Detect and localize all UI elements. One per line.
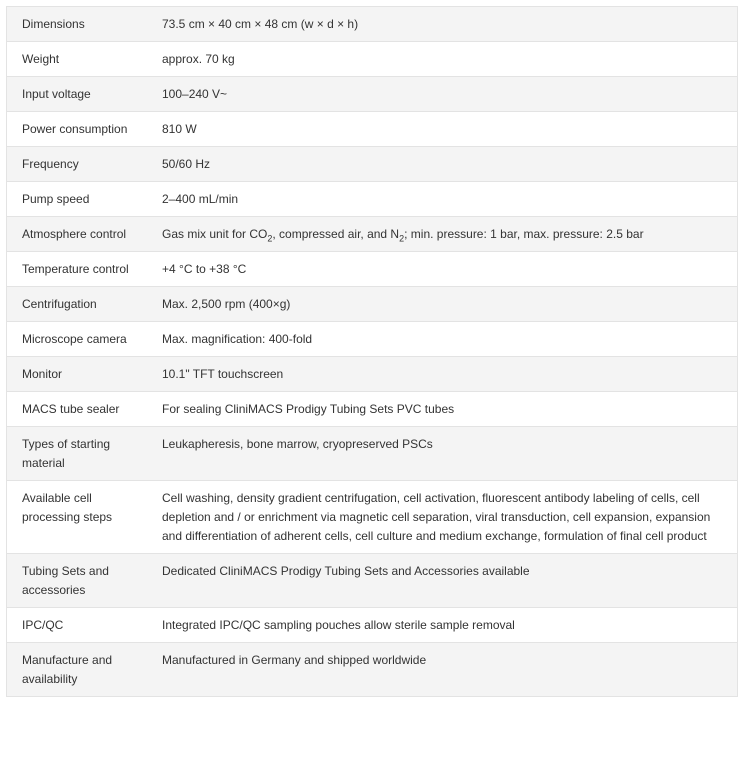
table-row [7,7,737,42]
spec-value: 10.1" TFT touchscreen [141,357,737,392]
subscript: 2 [267,233,273,244]
spec-value: Max. 2,500 rpm (400×g) [141,287,737,322]
table-row [7,357,737,392]
table-row [7,42,737,77]
spec-label: Available cell processing steps [7,481,141,554]
table-row [7,112,737,147]
spec-label: Dimensions [7,7,141,42]
table-row [7,252,737,287]
table-row [7,287,737,322]
spec-value: Dedicated CliniMACS Prodigy Tubing Sets and Accessories available [141,554,737,608]
spec-value: 2–400 mL/min [141,182,737,217]
spec-label: Monitor [7,357,141,392]
spec-value-text: , compressed air, and N [272,227,400,241]
specifications-table [7,7,737,697]
spec-value: 810 W [141,112,737,147]
spec-value: 73.5 cm × 40 cm × 48 cm (w × d × h) [141,7,737,42]
spec-value: Max. magnification: 400-fold [141,322,737,357]
spec-value: Cell washing, density gradient centrifugation, cell activation, fluorescent antibody labeling of cells, cell depletion and / or enrichment via magnetic cell separation, viral transduction, cell expansion, expansion and differentiation of adherent cells, cell culture and medium exchange, formulation of final cell product [141,481,737,554]
table-row [7,322,737,357]
spec-value: Manufactured in Germany and shipped worldwide [141,643,737,697]
spec-label: Types of starting material [7,427,141,481]
table-row [7,554,737,608]
spec-label: Atmosphere control [7,217,141,252]
spec-label: Pump speed [7,182,141,217]
spec-value: 100–240 V~ [141,77,737,112]
spec-label: Tubing Sets and accessories [7,554,141,608]
table-row [7,77,737,112]
subscript: 2 [399,233,405,244]
spec-label: Microscope camera [7,322,141,357]
table-row [7,427,737,481]
table-row [7,182,737,217]
spec-label: Input voltage [7,77,141,112]
spec-value-text: Gas mix unit for CO [162,227,268,241]
spec-value: For sealing CliniMACS Prodigy Tubing Sets PVC tubes [141,392,737,427]
spec-value-text: ; min. pressure: 1 bar, max. pressure: 2.5 bar [404,227,644,241]
spec-label: Power consumption [7,112,141,147]
spec-value: +4 °C to +38 °C [141,252,737,287]
spec-value: approx. 70 kg [141,42,737,77]
spec-value: 50/60 Hz [141,147,737,182]
spec-value: Integrated IPC/QC sampling pouches allow sterile sample removal [141,608,737,643]
spec-label: Weight [7,42,141,77]
spec-label: Temperature control [7,252,141,287]
spec-value [141,217,737,252]
spec-label: MACS tube sealer [7,392,141,427]
spec-value: Leukapheresis, bone marrow, cryopreserved PSCs [141,427,737,481]
spec-table-container [6,6,738,697]
spec-label: IPC/QC [7,608,141,643]
table-row [7,608,737,643]
spec-label: Manufacture and availability [7,643,141,697]
spec-label: Frequency [7,147,141,182]
table-row [7,217,737,252]
spec-label: Centrifugation [7,287,141,322]
table-row [7,481,737,554]
table-row [7,643,737,697]
table-row [7,147,737,182]
table-row [7,392,737,427]
